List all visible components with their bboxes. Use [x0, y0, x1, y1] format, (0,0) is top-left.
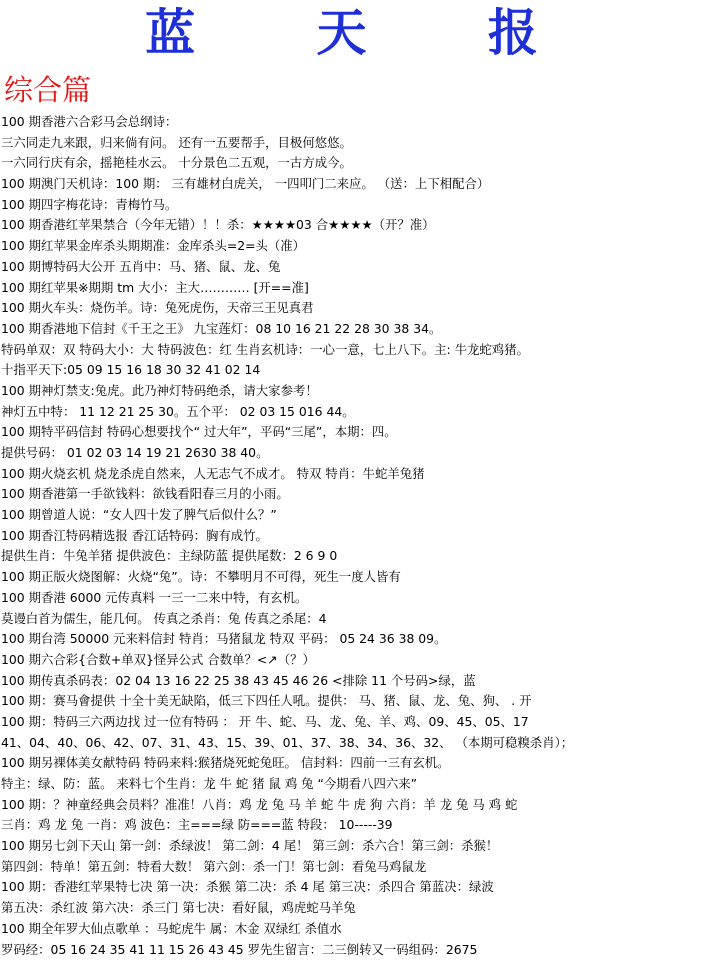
text-body	[0, 112, 715, 960]
text-line: 100 期香港地下信封《千王之王》 九宝莲灯：08 10 16 21 22 28 30 38 34。	[0, 319, 715, 340]
text-line: 100 期火烧玄机 烧龙杀虎自然来，人无志气不成才。 特双 特肖：牛蛇羊兔猪	[0, 464, 715, 485]
text-line: 100 期：特码三六两边找 过一位有特码 ： 开 牛、蛇、马、龙、兔、羊、鸡、09、45、05、17	[0, 712, 715, 733]
text-line: 提供号码： 01 02 03 14 19 21 2630 38 40。	[0, 443, 715, 464]
text-line: 100 期台湾 50000 元来料信封 特肖：马猪鼠龙 特双 平码： 05 24 36 38 09。	[0, 629, 715, 650]
text-line: 100 期：香港红苹果特七决 第一决：杀猴 第二决：杀 4 尾 第三决：杀四合 第蓝决：绿波	[0, 877, 715, 898]
text-line: 100 期特平码信封 特码心想要找个“ 过大年”，平码“三尾”，本期：四。	[0, 422, 715, 443]
text-line: 一六同行庆有余，摇艳桂水云。 十分景色二五观，一古方成今。	[0, 153, 715, 174]
text-line: 100 期香港第一手欲钱料：欲钱看阳春三月的小雨。	[0, 484, 715, 505]
text-line: 三六同走九来跟，归来倘有问。 还有一五要帮手，目极何悠悠。	[0, 133, 715, 154]
text-line: 100 期六合彩{合数+单双}怪异公式 合数单？<↗（？）	[0, 650, 715, 671]
text-line: 100 期红苹果※期期 tm 大小：主大………… [开==准]	[0, 278, 715, 299]
text-line: 100 期红苹果金库杀头期期准：金库杀头=2=头（准）	[0, 236, 715, 257]
text-line: 100 期传真杀码表：02 04 13 16 22 25 38 43 45 46 26 <排除 11 个号码>绿，蓝	[0, 671, 715, 692]
text-line: 100 期澳门天机诗：100 期： 三有雄材白虎关， 一四叩门二来应。 （送：上下相配合）	[0, 174, 715, 195]
text-line: 100 期香港六合彩马会总纲诗：	[0, 112, 715, 133]
text-line: 神灯五中特： 11 12 21 25 30。五个平： 02 03 15 016 44。	[0, 402, 715, 423]
text-line: 特码单双：双 特码大小：大 特码波色：红 生肖玄机诗：一心一意，七上八下。主: 牛龙蛇鸡猪。	[0, 340, 715, 361]
text-line: 特主：绿、防：蓝。 来料七个生肖：龙 牛 蛇 猪 鼠 鸡 兔 “今期看八四六来”	[0, 774, 715, 795]
text-line: 莫谩白首为儒生，能几何。 传真之杀肖：兔 传真之杀尾：4	[0, 609, 715, 630]
text-line: 100 期香江特码精选报 香江话特码：胸有成竹。	[0, 526, 715, 547]
text-line: 罗码经：05 16 24 35 41 11 15 26 43 45 罗先生留言：二三倒转又一码组码：2675	[0, 940, 715, 960]
page-title: 蓝 天 报	[0, 0, 715, 66]
text-line: 第五决：杀红波 第六决：杀三门 第七决：看好鼠，鸡虎蛇马羊兔	[0, 898, 715, 919]
text-line: 第四剑：特单！第五剑：特看大数！ 第六剑：杀一门！第七剑：看兔马鸡鼠龙	[0, 857, 715, 878]
text-line: 100 期正版火烧图解：火烧“兔”。诗：不攀明月不可得，死生一度人皆有	[0, 567, 715, 588]
text-line: 100 期香港红苹果禁合（今年无错）！！杀：★★★★03 合★★★★（开？准）	[0, 215, 715, 236]
text-line: 十指平天下:05 09 15 16 18 30 32 41 02 14	[0, 360, 715, 381]
text-line: 100 期另七剑下天山 第一剑：杀绿波！ 第二剑：4 尾！ 第三剑：杀六合！第三剑：杀猴！	[0, 836, 715, 857]
text-line: 100 期全年罗大仙点歌单 ：马蛇虎牛 属：木金 双绿红 杀值水	[0, 919, 715, 940]
text-line: 100 期神灯禁支:兔虎。此乃神灯特码绝杀，请大家参考！	[0, 381, 715, 402]
text-line: 100 期：？神童经典会员料？准准！八肖：鸡 龙 兔 马 羊 蛇 牛 虎 狗 六肖：羊 龙 兔 马 鸡 蛇	[0, 795, 715, 816]
text-line: 100 期香港 6000 元传真料 一三一二来中特，有玄机。	[0, 588, 715, 609]
text-line: 100 期曾道人说：“女人四十发了脾气后似什么？”	[0, 505, 715, 526]
text-line: 100 期：赛马會提供 十全十美无缺陷，低三下四任人吼。提供： 马、猪、鼠、龙、兔、狗、 . 开	[0, 691, 715, 712]
text-line: 100 期四字梅花诗：青梅竹马。	[0, 195, 715, 216]
text-line: 100 期另裸体美女献特码 特码来料:猴猪烧死蛇兔旺。 信封料：四前一三有玄机。	[0, 753, 715, 774]
text-line: 三肖：鸡 龙 兔 一肖：鸡 波色：主===绿 防===蓝 特段： 10-----39	[0, 815, 715, 836]
text-line: 100 期火车头：烧伤羊。诗：兔死虎伤，天帝三王见真君	[0, 298, 715, 319]
text-line: 41、04、40、06、42、07、31、43、15、39、01、37、38、34、36、32、 （本期可稳糗杀肖）；	[0, 733, 715, 754]
text-line: 100 期博特码大公开 五肖中：马、猪、鼠、龙、兔	[0, 257, 715, 278]
section-heading: 综合篇	[4, 70, 91, 110]
text-line: 提供生肖：牛兔羊猪 提供波色：主绿防蓝 提供尾数：2 6 9 0	[0, 546, 715, 567]
